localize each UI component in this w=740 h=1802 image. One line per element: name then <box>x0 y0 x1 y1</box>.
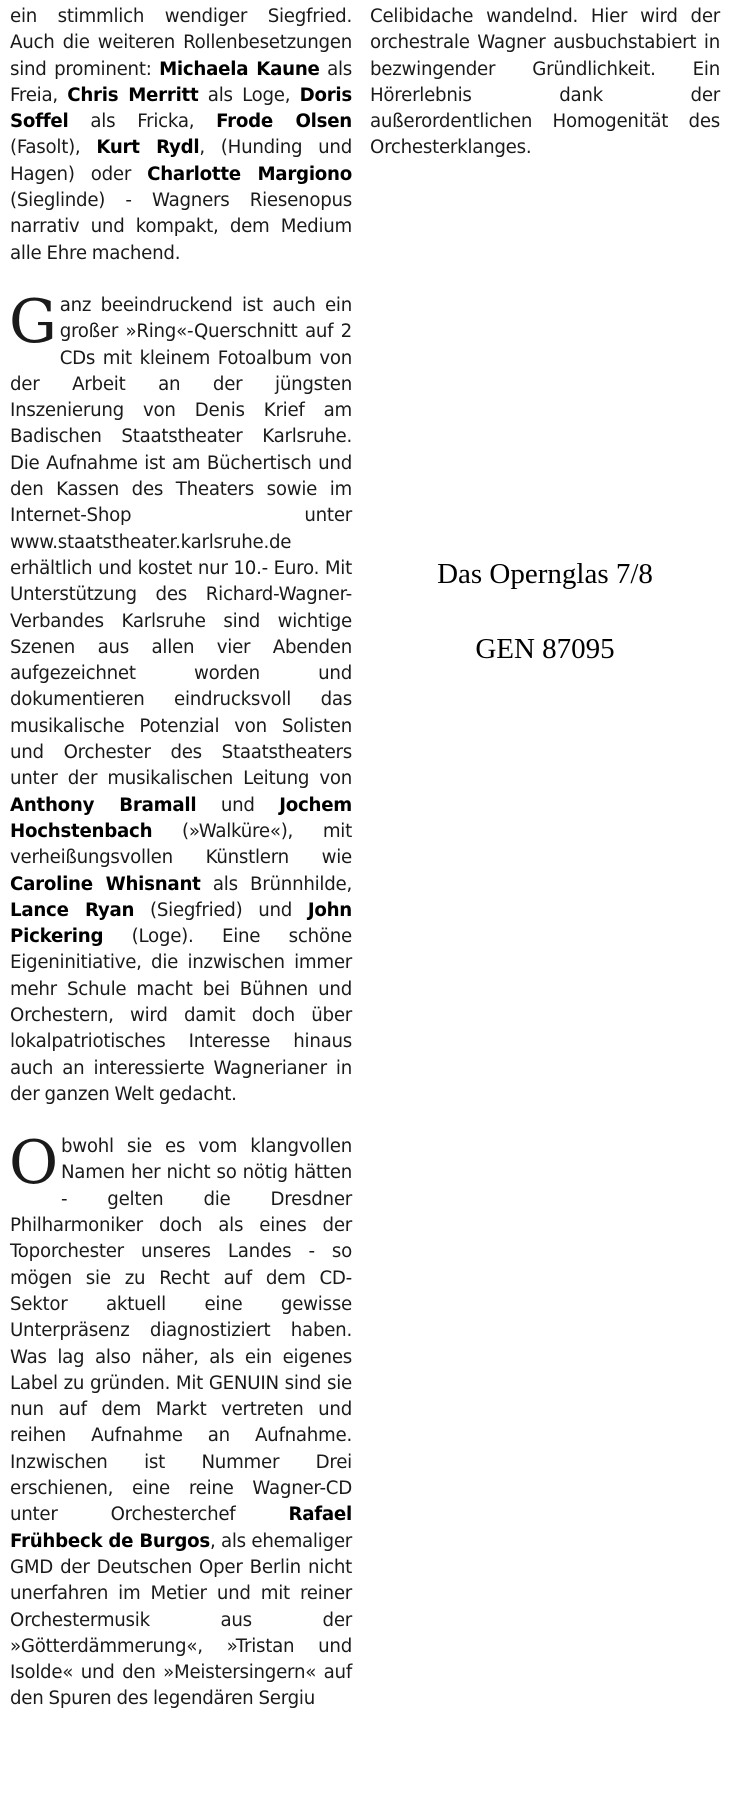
text-run: (»Walküre«), mit verheißungsvollen Künstlern wie <box>10 820 352 869</box>
drop-cap: O <box>9 1128 58 1199</box>
person-name: Jochem Hochstenbach <box>10 794 352 842</box>
paragraph-cast <box>10 4 352 267</box>
person-name: Doris Soffel <box>10 84 352 133</box>
text-run: als Loge, <box>198 84 300 106</box>
drop-cap: G <box>9 286 57 357</box>
person-name: Kurt Rydl <box>96 137 200 159</box>
text-run: (Siegfried) und <box>134 899 308 921</box>
text-run: (Loge). Eine schöne Eigeninitiative, die inzwischen immer mehr Schule macht bei Bühnen und Orchestern, wird damit doch über lokalpatriotisches Interesse hinaus auch an interessierte Wagnerianer in der ganzen Welt gedacht. <box>10 926 352 1105</box>
person-name: Charlotte Margiono <box>147 163 352 185</box>
paragraph-ring-excerpt-text <box>9 286 352 1105</box>
person-name: Rafael Frühbeck de Burgos <box>10 1504 352 1552</box>
person-name: Frode Olsen <box>216 111 352 133</box>
text-run: Celibidache wandelnd. Hier wird der orchestrale Wagner ausbuchstabiert in bezwingender Gründlichkeit. Ein Hörerlebnis dank der außerordentlichen Homogenität des Orchesterklanges. <box>370 6 720 159</box>
text-run: als Fricka, <box>68 111 217 133</box>
paragraph-dresden-philharmonic-text <box>9 1128 353 1710</box>
article-left-column <box>10 4 352 1713</box>
person-name: Anthony Bramall <box>10 794 197 816</box>
text-run: bwohl sie es vom klangvollen Namen her nicht so nötig hätten - gelten die Dresdner Philharmoniker doch als eines der Toporchester unseres Landes - so mögen sie zu Recht auf dem CD-Sektor aktuell eine gewisse Unterpräsenz diagnostiziert haben. Was lag also näher, als ein eigenes Label zu gründen. Mit GENUIN sind sie nun auf dem Markt vertreten und reihen Aufnahme an Aufnahme. Inzwischen ist Nummer Drei erschienen, eine reine Wagner-CD unter Orchesterchef <box>10 1136 352 1526</box>
paragraph-celibidache <box>370 4 720 162</box>
text-run: ein stimmlich wendiger Siegfried. Auch die weiteren Rollenbesetzungen sind prominent: <box>10 6 352 80</box>
text-run: als Brünnhilde, <box>200 873 352 895</box>
article-right-column <box>370 4 720 162</box>
person-name: Lance Ryan <box>10 899 135 921</box>
source-label: Das Opernglas 7/8 <box>437 558 653 590</box>
text-run: und <box>196 794 280 816</box>
text-run: (Sieglinde) - Wagners Riesenopus narrativ und kompakt, dem Medium alle Ehre machend. <box>10 190 352 264</box>
person-name: John Pickering <box>10 899 352 948</box>
text-run: anz beeindruckend ist auch ein großer »Ring«-Querschnitt auf 2 CDs mit kleinem Fotoalbum von der Arbeit an der jüngsten Inszenierung von Denis Krief am Badischen Staatstheater Karlsruhe. Die Aufnahme ist am Büchertisch und den Kassen des Theaters sowie im Internet-Shop unter www.staatstheater.karlsruhe.de erhältlich und kostet nur 10.- Euro. Mit Unterstützung des Richard-Wagner-Verbandes Karlsruhe sind wichtige Szenen aus allen vier Abenden aufgezeichnet worden und dokumentieren eindrucksvoll das musikalische Potenzial von Solisten und Orchester des Staatstheaters unter der musikalischen Leitung von <box>10 294 352 790</box>
text-run: (Fasolt), <box>10 137 97 159</box>
paragraph-ring-excerpt <box>9 286 352 1108</box>
text-run: , als ehemaliger GMD der Deutschen Oper Berlin nicht unerfahren im Metier und mit reiner Orchestermusik aus der »Götterdämmerung«, »Tristan und Isolde« und den »Meistersingern« auf den Spuren des legendären Sergiu <box>10 1530 353 1710</box>
person-name: Michaela Kaune <box>159 58 320 80</box>
person-name: Caroline Whisnant <box>10 873 201 895</box>
person-name: Chris Merritt <box>67 84 199 106</box>
text-run: als Freia, <box>10 58 352 106</box>
catalog-number-label: GEN 87095 <box>475 633 615 665</box>
paragraph-dresden-philharmonic <box>9 1128 353 1713</box>
text-run: , (Hunding und Hagen) oder <box>10 137 352 185</box>
